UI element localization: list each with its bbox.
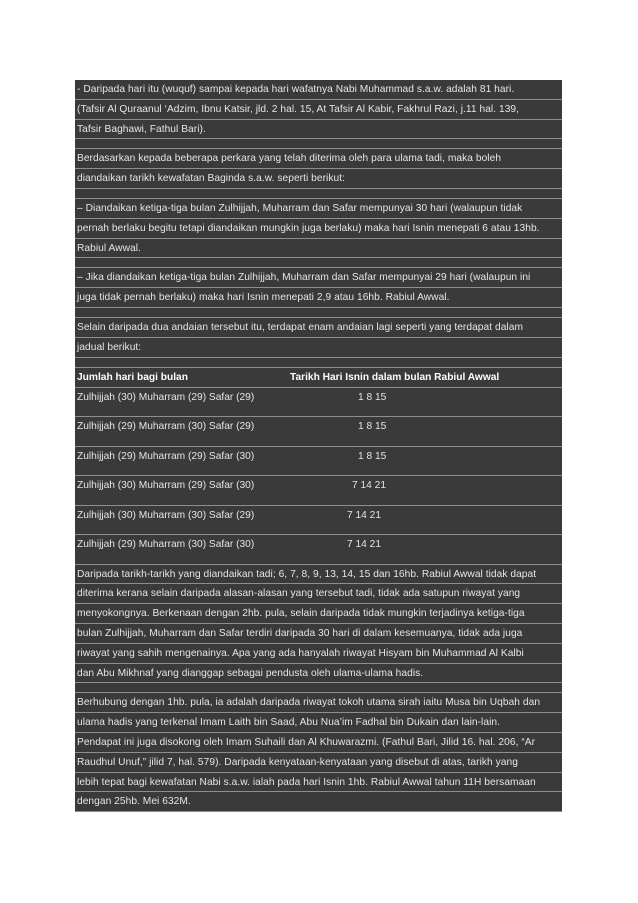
text-line: Berhubung dengan 1hb. pula, ia adalah daripada riwayat tokoh utama sirah iaitu Musa bin Uqbah dan: [75, 693, 562, 713]
text-line: – Jika diandaikan ketiga-tiga bulan Zulhijjah, Muharram dan Safar mempunyai 29 hari (walaupun ini: [75, 268, 562, 288]
text-line: pernah berlaku begitu tetapi diandaikan mungkin juga berlaku) maka hari Isnin menepati 6 atau 13hb.: [75, 219, 562, 239]
paragraph-gap: [75, 683, 562, 693]
text-line: Selain daripada dua andaian tersebut itu, terdapat enam andaian lagi seperti yang terdapat dalam: [75, 318, 562, 338]
paragraph-gap: [75, 358, 562, 368]
paragraph-gap: [75, 139, 562, 149]
cell-months: Zulhijjah (29) Muharram (29) Safar (30): [77, 450, 255, 462]
text-line: Berdasarkan kepada beberapa perkara yang telah diterima oleh para ulama tadi, maka boleh: [75, 149, 562, 169]
text-line: Daripada tarikh-tarikh yang diandaikan tadi; 6, 7, 8, 9, 13, 14, 15 dan 16hb. Rabiul Awwal tidak dapat: [75, 565, 562, 585]
text-line: ulama hadis yang terkenal Imam Laith bin Saad, Abu Nua’im Fadhal bin Dukain dan lain-lain.: [75, 713, 562, 733]
text-line: dan Abu Mikhnaf yang dianggap sebagai pendusta oleh ulama-ulama hadis.: [75, 664, 562, 684]
column-header-dates: Tarikh Hari Isnin dalam bulan Rabiul Awwal: [290, 371, 500, 383]
cell-dates: 7 14 21: [347, 509, 381, 521]
text-line: riwayat yang sahih mengenainya. Apa yang ada hanyalah riwayat Hisyam bin Muhammad Al Kalbi: [75, 644, 562, 664]
cell-dates: 7 14 21: [347, 539, 381, 551]
column-header-months: Jumlah hari bagi bulan: [77, 371, 188, 383]
text-line: - Daripada hari itu (wuquf) sampai kepada hari wafatnya Nabi Muhammad s.a.w. adalah 81 hari.: [75, 80, 562, 100]
document-page: [75, 80, 562, 812]
cell-months: Zulhijjah (30) Muharram (29) Safar (30): [77, 480, 255, 492]
table-row: [75, 447, 562, 477]
text-line: Rabiul Awwal.: [75, 239, 562, 259]
paragraph-gap: [75, 258, 562, 268]
cell-dates: 7 14 21: [352, 480, 386, 492]
text-line: dengan 25hb. Mei 632M.: [75, 792, 562, 812]
text-line: juga tidak pernah berlaku) maka hari Isnin menepati 2,9 atau 16hb. Rabiul Awwal.: [75, 288, 562, 308]
cell-months: Zulhijjah (30) Muharram (30) Safar (29): [77, 509, 255, 521]
paragraph-gap: [75, 189, 562, 199]
cell-dates: 1 8 15: [358, 391, 387, 403]
table-row: [75, 506, 562, 536]
table-row: [75, 388, 562, 418]
cell-months: Zulhijjah (29) Muharram (30) Safar (30): [77, 539, 255, 551]
table-row: [75, 417, 562, 447]
table-row: [75, 476, 562, 506]
text-line: Raudhul Unuf,” jilid 7, hal. 579). Daripada kenyataan-kenyataan yang disebut di atas, tarikh yang: [75, 753, 562, 773]
text-line: menyokongnya. Berkenaan dengan 2hb. pula, selain daripada tidak mungkin terjadinya ketiga-tiga: [75, 604, 562, 624]
text-line: – Diandaikan ketiga-tiga bulan Zulhijjah, Muharram dan Safar mempunyai 30 hari (walaupun tidak: [75, 199, 562, 219]
text-line: Pendapat ini juga disokong oleh Imam Suhaili dan Al Khuwarazmi. (Fathul Bari, Jilid 16. hal. 206, “Ar: [75, 733, 562, 753]
text-line: Tafsir Baghawi, Fathul Bari).: [75, 120, 562, 140]
text-line: diandaikan tarikh kewafatan Baginda s.a.w. seperti berikut:: [75, 169, 562, 189]
cell-dates: 1 8 15: [358, 450, 387, 462]
text-line: bulan Zulhijjah, Muharram dan Safar terdiri daripada 30 hari di dalam kesemuanya, tidak ada juga: [75, 624, 562, 644]
paragraph-gap: [75, 308, 562, 318]
cell-months: Zulhijjah (29) Muharram (30) Safar (29): [77, 421, 255, 433]
text-line: lebih tepat bagi kewafatan Nabi s.a.w. ialah pada hari Isnin 1hb. Rabiul Awwal tahun 11H bersamaan: [75, 773, 562, 793]
cell-months: Zulhijjah (30) Muharram (29) Safar (29): [77, 391, 255, 403]
text-line: jadual berikut:: [75, 338, 562, 358]
cell-dates: 1 8 15: [358, 421, 387, 433]
text-line: (Tafsir Al Quraanul ‘Adzim, Ibnu Katsir, jld. 2 hal. 15, At Tafsir Al Kabir, Fakhrul Razi, j.11 hal. 139,: [75, 100, 562, 120]
table-row: [75, 535, 562, 565]
table-header: [75, 368, 562, 388]
text-line: diterima kerana selain daripada alasan-alasan yang tersebut tadi, tidak ada satupun riwayat yang: [75, 584, 562, 604]
